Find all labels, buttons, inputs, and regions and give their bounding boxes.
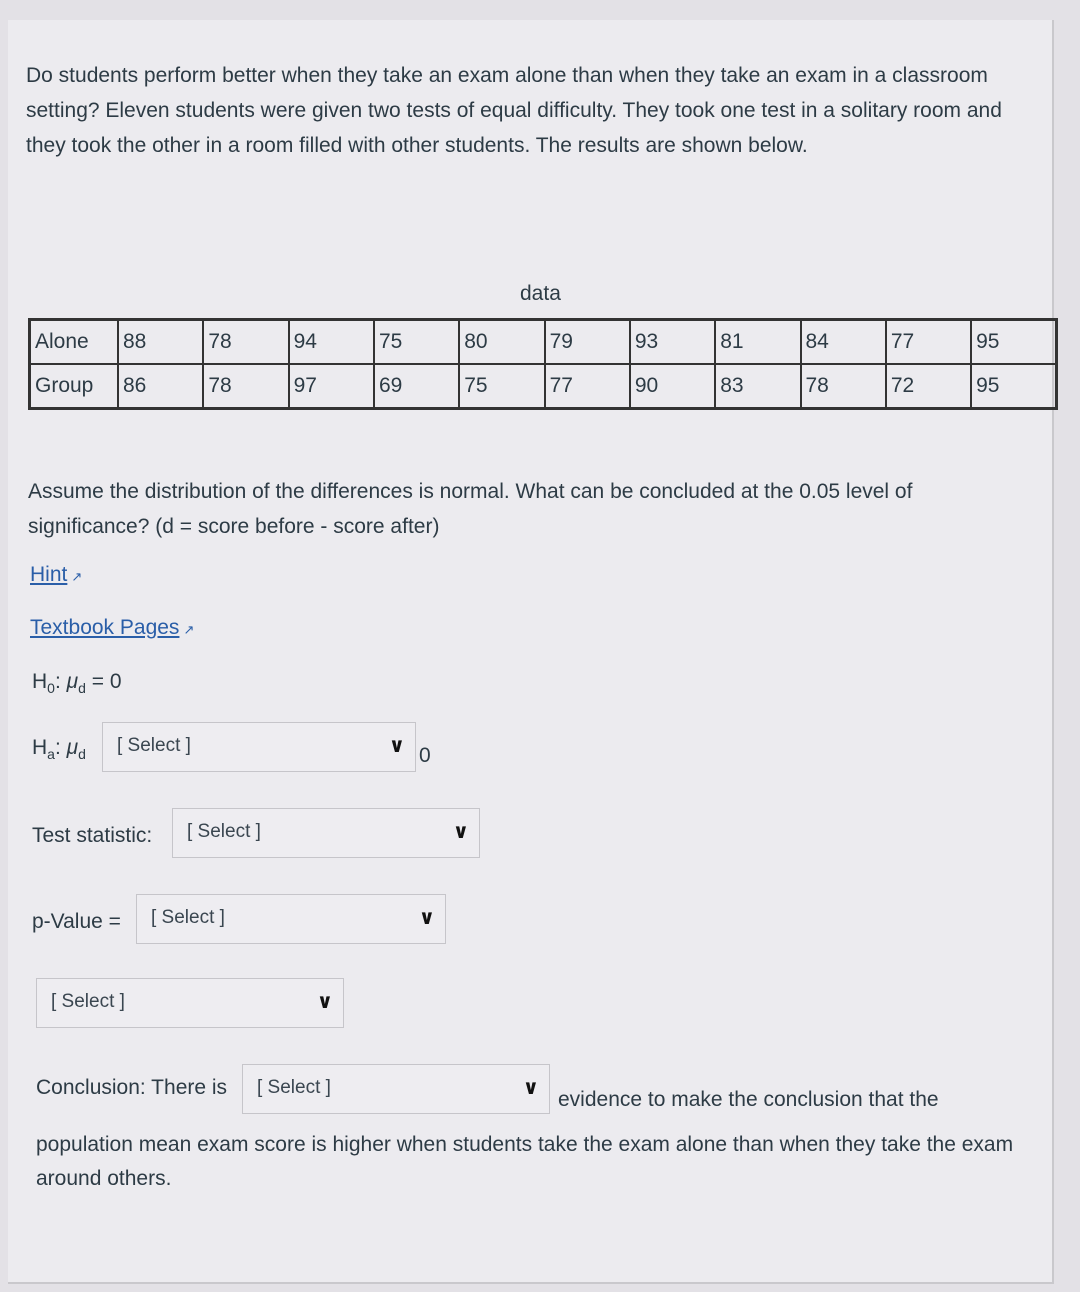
null-hypothesis: $H_0$: $\mu_d = 0$ (32, 670, 122, 697)
table-cell: 79 (545, 320, 630, 365)
table-cell: 95 (971, 364, 1056, 409)
mu-symbol: μ (66, 736, 79, 759)
textbook-link-label: Textbook Pages (30, 616, 180, 639)
question-text: Do students perform better when they take an exam alone than when they take an exam in a classroom setting? Eleven students were given two tests of equal difficulty. They took one test in a solitary room and they took the other in a room filled with other students. The results are shown below. (26, 64, 1002, 157)
table-cell: 80 (459, 320, 544, 365)
table-cell: 90 (630, 364, 715, 409)
textbook-pages-link[interactable] (30, 616, 194, 640)
chevron-down-icon: ∨ (388, 735, 405, 757)
conclusion-text: population mean exam score is higher when students take the exam alone than when they take the exam around others. (36, 1133, 1014, 1190)
table-cell: 78 (203, 364, 288, 409)
table-cell: 69 (374, 364, 459, 409)
decision-select[interactable]: [ Select ] ∨ (36, 978, 344, 1028)
conclusion-tail: evidence to make the conclusion that the (558, 1088, 939, 1111)
table-cell: 84 (801, 320, 886, 365)
table-cell: 97 (289, 364, 374, 409)
p-value-select[interactable]: [ Select ] ∨ (136, 894, 446, 944)
test-statistic-select[interactable]: [ Select ] ∨ (172, 808, 480, 858)
table-cell: 93 (630, 320, 715, 365)
hint-link[interactable] (30, 563, 82, 587)
hint-link-label: Hint (30, 563, 68, 586)
table-row-alone (30, 320, 1057, 365)
external-link-icon: ↗ (183, 622, 195, 637)
table-cell: 78 (203, 320, 288, 365)
table-cell: 77 (886, 320, 971, 365)
chevron-down-icon: ∨ (316, 991, 333, 1013)
table-row-group (30, 364, 1057, 409)
table-cell: 72 (886, 364, 971, 409)
table-caption: data (520, 282, 561, 305)
prompt-text: Assume the distribution of the differences is normal. What can be concluded at the 0.05 level of significance? (d = score before - score after) (28, 480, 913, 538)
table-cell: 78 (801, 364, 886, 409)
table-cell: 81 (715, 320, 800, 365)
table-cell: 86 (118, 364, 203, 409)
chevron-down-icon: ∨ (418, 907, 435, 929)
table-cell: 77 (545, 364, 630, 409)
chevron-down-icon: ∨ (452, 821, 469, 843)
alt-hypothesis-value: 0 (419, 744, 431, 767)
table-cell: 75 (374, 320, 459, 365)
table-cell: 94 (289, 320, 374, 365)
alt-hypothesis-select[interactable]: [ Select ] ∨ (102, 722, 416, 772)
p-value-label: p-Value = (32, 910, 121, 933)
chevron-down-icon: ∨ (522, 1077, 539, 1099)
conclusion-lead: Conclusion: There is (36, 1076, 228, 1099)
table-cell: 75 (459, 364, 544, 409)
test-statistic-label: Test statistic: (32, 824, 153, 847)
table-cell: 95 (971, 320, 1056, 365)
conclusion-select[interactable]: [ Select ] ∨ (242, 1064, 550, 1114)
alt-hypothesis-label: $H_a$: $\mu_d$ (32, 736, 86, 763)
row-label: Alone (30, 320, 119, 365)
table-cell: 88 (118, 320, 203, 365)
external-link-icon: ↗ (71, 569, 83, 584)
row-label: Group (30, 364, 119, 409)
mu-symbol: μ (66, 670, 79, 693)
data-table (28, 318, 1058, 410)
table-cell: 83 (715, 364, 800, 409)
